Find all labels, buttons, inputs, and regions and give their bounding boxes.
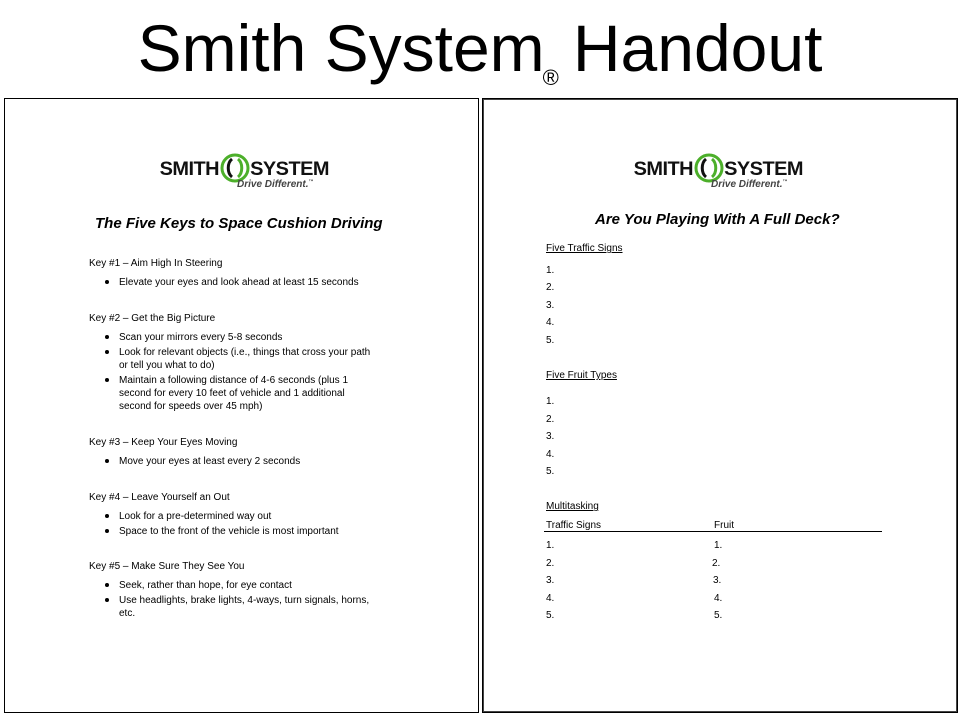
column-fruit: Fruit [714,520,734,531]
key2-heading: Key #2 – Get the Big Picture [89,313,216,324]
smith-system-logo [633,159,803,190]
number: 2. [546,558,555,569]
slide-title-main: Smith System [137,11,545,85]
number: 2. [546,282,555,293]
number: 1. [546,265,555,276]
number: 3. [713,575,722,586]
number: 5. [546,610,555,621]
bullet-continued: or tell you what to do) [119,360,215,371]
section-five-fruit-types: Five Fruit Types [546,370,617,381]
registered-mark: ® [542,65,559,90]
bullet: Elevate your eyes and look ahead at least 15 seconds [99,276,359,289]
number: 1. [546,396,555,407]
left-doc-title: The Five Keys to Space Cushion Driving [95,215,383,232]
number: 5. [546,466,555,477]
bullet-continued: second for every 10 feet of vehicle and 1 additional [119,388,345,399]
number: 2. [712,558,721,569]
bullet: Space to the front of the vehicle is most important [99,525,339,538]
logo-word-smith: SMITH [633,159,694,180]
slide-title-end: Handout [572,11,823,85]
number: 4. [714,593,723,604]
handout-page-right [482,98,958,713]
number: 5. [546,335,555,346]
bullet-continued: second for speeds over 45 mph) [119,401,263,412]
right-doc-title: Are You Playing With A Full Deck? [595,211,840,228]
bullet: Look for a pre-determined way out [99,510,339,523]
bullet: Maintain a following distance of 4-6 seconds (plus 1 [99,374,370,387]
number: 2. [546,414,555,425]
key5-bullets [99,579,369,622]
logo-word-system: SYSTEM [249,159,329,180]
number: 1. [546,540,555,551]
number: 3. [546,431,555,442]
logo-tagline: Drive Different.™ [711,179,788,190]
key3-heading: Key #3 – Keep Your Eyes Moving [89,437,238,448]
number: 5. [714,610,723,621]
logo-word-system: SYSTEM [723,159,803,180]
bullet: Use headlights, brake lights, 4-ways, turn signals, horns, [99,594,369,607]
handout-page-left [4,98,479,713]
number: 3. [546,300,555,311]
number: 4. [546,449,555,460]
table-header-rule [544,531,882,532]
logo-word-smith: SMITH [159,159,220,180]
key4-heading: Key #4 – Leave Yourself an Out [89,492,230,503]
bullet: Scan your mirrors every 5-8 seconds [99,331,370,344]
smith-system-logo [159,159,329,190]
bullet: Seek, rather than hope, for eye contact [99,579,369,592]
key1-heading: Key #1 – Aim High In Steering [89,258,223,269]
key1-bullets [99,276,359,291]
section-multitasking: Multitasking [546,501,599,512]
bullet-continued: etc. [119,608,136,619]
column-traffic-signs: Traffic Signs [546,520,602,531]
section-five-traffic-signs: Five Traffic Signs [546,243,623,254]
number: 4. [546,593,555,604]
logo-tagline: Drive Different.™ [237,179,314,190]
key3-bullets [99,455,300,470]
bullet: Move your eyes at least every 2 seconds [99,455,300,468]
number: 1. [714,540,723,551]
key4-bullets [99,510,339,540]
bullet: Look for relevant objects (i.e., things that cross your path [99,346,370,359]
key5-heading: Key #5 – Make Sure They See You [89,561,245,572]
key2-bullets [99,331,370,415]
number: 3. [546,575,555,586]
number: 4. [546,317,555,328]
